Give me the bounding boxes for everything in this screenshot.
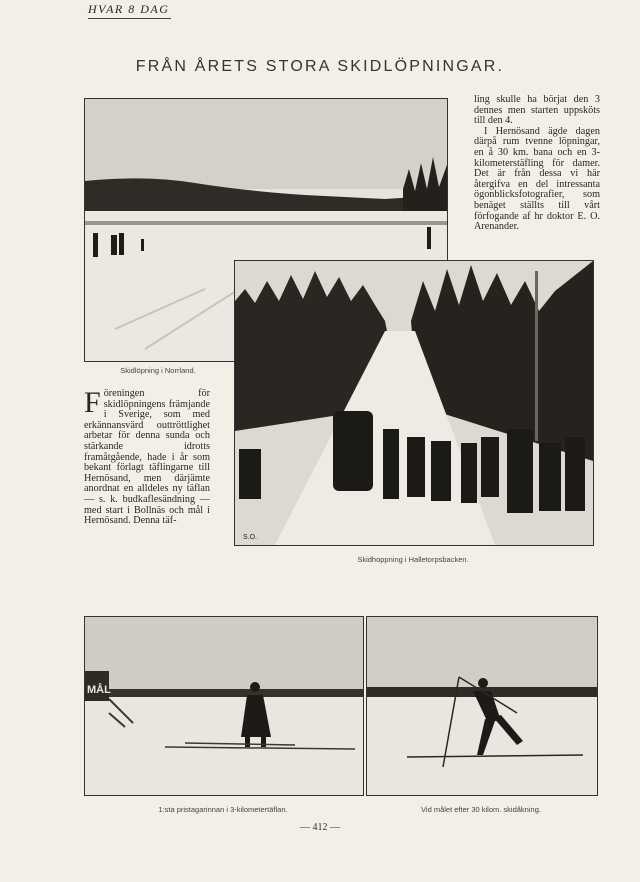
article-title: FRÅN ÅRETS STORA SKIDLÖPNINGAR. — [135, 58, 505, 75]
photo3-sign: MÅL — [87, 684, 111, 696]
text-column-left — [84, 386, 210, 527]
photo-prize-winner — [84, 616, 364, 796]
page-number: — 412 — — [300, 822, 340, 833]
paragraph: ling skulle ha börjat den 3 dennes men starten uppsköts till den 4. — [474, 94, 600, 127]
drop-cap: F — [84, 386, 101, 419]
running-head: HVAR 8 DAG — [88, 2, 171, 19]
caption-photo2: Skidhoppning i Halletorpsbacken. — [357, 555, 469, 564]
caption-photo3: 1:sta pristagarinnan i 3-kilometertäflan. — [158, 805, 288, 814]
photo2-initials: S.O. — [243, 534, 258, 541]
paragraph: öreningen för skidlöpningens främjande i Sverige, som med erkännansvärd outtröttlighet arbetar för denna sunda och stärkande idrotts framåtgående, hade i år som bekant förlagt täflingarne till Hernösand, men därjämte anordnat en alldeles ny täflan — s. k. budkaflesändning — med start i Bollnäs och mål i Hernösand. Denna täf- — [84, 388, 210, 527]
caption-photo1: Skidlöpning i Norrland. — [120, 366, 196, 375]
text-column-top — [474, 95, 600, 233]
photo-ski-jumping — [234, 260, 594, 546]
caption-photo4: Vid målet efter 30 kilom. skidåkning. — [421, 805, 541, 814]
paragraph: I Hernösand ägde dagen därpå rum tvenne löpningar, en å 30 km. bana och en 3-kilometerstäfling för damer. Det är från dessa vi här återgifva en del intressanta ögonblicksfotografier, som benäget ställts till vårt förfogande af hr doktor E. O. Arenander. — [474, 125, 600, 233]
photo-finish-30km — [366, 616, 598, 796]
